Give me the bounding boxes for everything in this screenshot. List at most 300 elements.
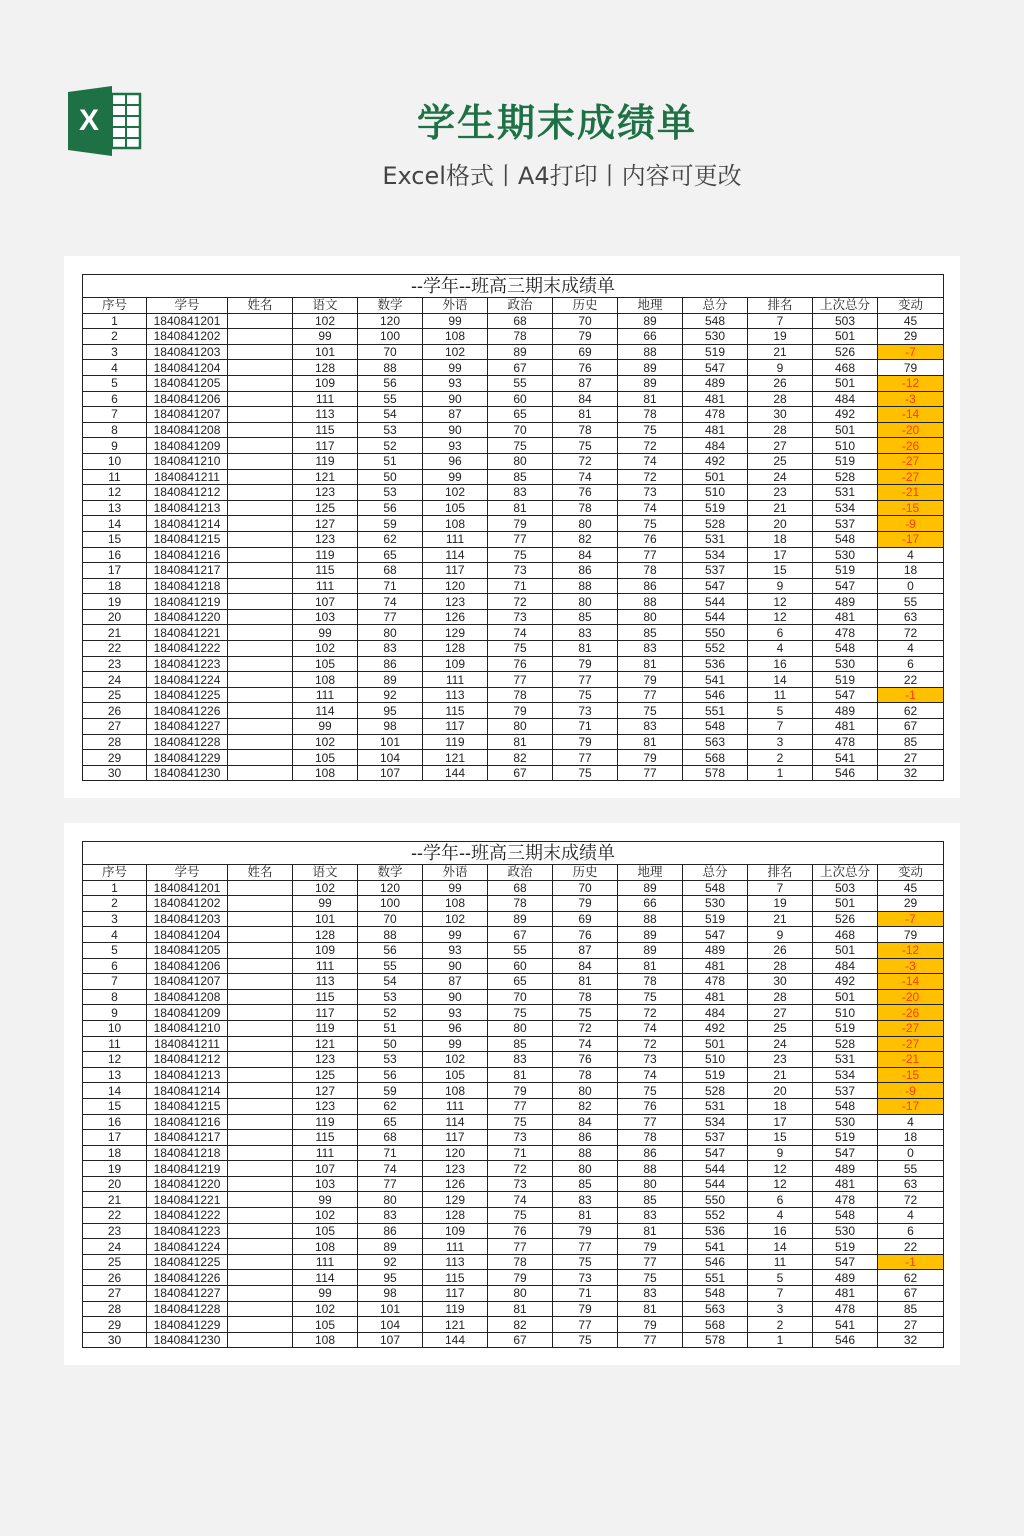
table-cell: 75: [618, 989, 683, 1005]
table-cell: 481: [813, 719, 878, 735]
table-cell: [228, 989, 293, 1005]
table-cell: 125: [293, 1067, 358, 1083]
table-row: [83, 500, 944, 516]
table-cell: 12: [748, 1176, 813, 1192]
table-cell: 1840841210: [147, 1020, 228, 1036]
table-cell: [228, 703, 293, 719]
table-cell: 59: [358, 516, 423, 532]
table-cell: 10: [83, 453, 147, 469]
table-cell: 478: [813, 1301, 878, 1317]
table-cell: 84: [553, 547, 618, 563]
table-row: [83, 1176, 944, 1192]
table-cell: 26: [83, 1270, 147, 1286]
table-cell: 86: [618, 1145, 683, 1161]
column-header: 政治: [488, 865, 553, 881]
table-cell: 530: [813, 1223, 878, 1239]
table-cell: 113: [293, 974, 358, 990]
table-cell: [228, 734, 293, 750]
table-row: [83, 1161, 944, 1177]
table-row: [83, 1286, 944, 1302]
table-cell: 552: [683, 641, 748, 657]
column-header: 数学: [358, 298, 423, 314]
table-cell: 18: [83, 1145, 147, 1161]
table-cell: 117: [423, 563, 488, 579]
table-cell: 117: [293, 438, 358, 454]
table-cell: 120: [358, 880, 423, 896]
table-cell: 530: [813, 1114, 878, 1130]
table-cell: 71: [358, 1145, 423, 1161]
table-cell: 99: [423, 313, 488, 329]
table-cell: [228, 1067, 293, 1083]
column-header: 历史: [553, 865, 618, 881]
column-header: 姓名: [228, 865, 293, 881]
table-cell: 73: [553, 703, 618, 719]
table-cell: 6: [83, 958, 147, 974]
table-cell: 77: [358, 1176, 423, 1192]
table-cell: 546: [813, 1332, 878, 1348]
table-cell: 100: [358, 329, 423, 345]
table-row: [83, 896, 944, 912]
table-cell: 12: [748, 1161, 813, 1177]
table-cell: 73: [553, 1270, 618, 1286]
table-cell: 489: [813, 1161, 878, 1177]
table-cell: 2: [83, 896, 147, 912]
table-cell: 81: [618, 958, 683, 974]
table-cell: 12: [83, 485, 147, 501]
table-cell: 29: [83, 1317, 147, 1333]
table-cell: [228, 609, 293, 625]
table-cell: 22: [83, 641, 147, 657]
table-cell: 27: [878, 1317, 944, 1333]
table-cell: 13: [83, 1067, 147, 1083]
table-row: [83, 344, 944, 360]
table-cell: 492: [683, 453, 748, 469]
table-cell: 11: [748, 687, 813, 703]
column-header: 排名: [748, 298, 813, 314]
table-cell: 1840841228: [147, 1301, 228, 1317]
table-row: [83, 1223, 944, 1239]
table-cell: 51: [358, 1020, 423, 1036]
table-cell: 489: [813, 1270, 878, 1286]
table-cell: 537: [683, 1130, 748, 1146]
table-cell: 93: [423, 942, 488, 958]
table-cell: 55: [358, 958, 423, 974]
table-cell: 510: [683, 1052, 748, 1068]
table-cell: 111: [423, 1239, 488, 1255]
table-cell: 99: [293, 625, 358, 641]
table-cell: 1840841219: [147, 1161, 228, 1177]
table-cell: 86: [553, 563, 618, 579]
table-cell: 481: [683, 958, 748, 974]
table-cell: 108: [423, 1083, 488, 1099]
table-cell: 1840841210: [147, 453, 228, 469]
table-cell: 72: [878, 1192, 944, 1208]
table-cell: 531: [683, 1098, 748, 1114]
table-cell: 1840841225: [147, 687, 228, 703]
table-cell: 1840841207: [147, 974, 228, 990]
table-cell: 550: [683, 625, 748, 641]
table-cell: 6: [878, 1223, 944, 1239]
table-cell: 76: [553, 927, 618, 943]
table-row: [83, 1254, 944, 1270]
table-cell: 50: [358, 1036, 423, 1052]
table-cell: 85: [878, 1301, 944, 1317]
table-cell: 102: [293, 734, 358, 750]
column-header: 外语: [423, 298, 488, 314]
table-cell: 83: [618, 1286, 683, 1302]
table-cell: -17: [878, 531, 944, 547]
table-cell: [228, 880, 293, 896]
table-cell: 77: [358, 609, 423, 625]
table-cell: 85: [488, 469, 553, 485]
table-cell: -20: [878, 989, 944, 1005]
table-cell: 79: [488, 703, 553, 719]
table-cell: [228, 1130, 293, 1146]
table-cell: 55: [878, 594, 944, 610]
table-cell: 109: [293, 942, 358, 958]
table-cell: [228, 1005, 293, 1021]
table-cell: -21: [878, 1052, 944, 1068]
table-cell: 115: [423, 1270, 488, 1286]
table-cell: 128: [423, 1208, 488, 1224]
table-cell: 548: [683, 313, 748, 329]
table-cell: 536: [683, 1223, 748, 1239]
table-cell: 489: [683, 375, 748, 391]
table-cell: 68: [488, 313, 553, 329]
table-row: [83, 911, 944, 927]
table-cell: 501: [683, 1036, 748, 1052]
table-cell: 75: [553, 1005, 618, 1021]
table-row: [83, 438, 944, 454]
table-cell: 80: [618, 609, 683, 625]
table-cell: 568: [683, 750, 748, 766]
table-cell: 14: [748, 672, 813, 688]
table-cell: 72: [488, 594, 553, 610]
table-cell: 1840841219: [147, 594, 228, 610]
table-cell: 528: [683, 516, 748, 532]
table-cell: 115: [293, 422, 358, 438]
table-cell: 96: [423, 453, 488, 469]
table-cell: 96: [423, 1020, 488, 1036]
table-cell: [228, 1270, 293, 1286]
table-row: [83, 453, 944, 469]
table-cell: 86: [358, 656, 423, 672]
table-cell: 548: [813, 1098, 878, 1114]
table-cell: [228, 1114, 293, 1130]
table-cell: 83: [358, 1208, 423, 1224]
table-cell: 7: [748, 880, 813, 896]
table-cell: 115: [293, 1130, 358, 1146]
table-cell: 1: [748, 765, 813, 781]
table-cell: [228, 1145, 293, 1161]
table-cell: 107: [358, 1332, 423, 1348]
table-cell: 534: [683, 1114, 748, 1130]
table-row: [83, 734, 944, 750]
table-cell: 120: [423, 578, 488, 594]
table-cell: 19: [748, 329, 813, 345]
table-cell: 99: [293, 1192, 358, 1208]
table-row: [83, 1005, 944, 1021]
table-cell: 14: [83, 516, 147, 532]
table-cell: 528: [813, 1036, 878, 1052]
page-subtitle: Excel格式丨A4打印丨内容可更改: [382, 162, 742, 190]
table-cell: 63: [878, 609, 944, 625]
table-cell: 129: [423, 625, 488, 641]
table-cell: 519: [683, 344, 748, 360]
table-cell: 89: [358, 672, 423, 688]
table-cell: 54: [358, 407, 423, 423]
table-cell: 6: [83, 391, 147, 407]
table-cell: 88: [358, 927, 423, 943]
table-cell: 27: [83, 719, 147, 735]
table-cell: 73: [618, 1052, 683, 1068]
table-cell: 78: [553, 989, 618, 1005]
table-cell: 82: [488, 750, 553, 766]
table-cell: 15: [83, 1098, 147, 1114]
table-cell: 6: [748, 1192, 813, 1208]
column-header: 上次总分: [813, 865, 878, 881]
table-cell: 76: [553, 1052, 618, 1068]
table-cell: [228, 942, 293, 958]
table-cell: 88: [618, 344, 683, 360]
table-cell: 78: [618, 563, 683, 579]
table-cell: 531: [683, 531, 748, 547]
table-cell: 103: [293, 609, 358, 625]
table-cell: 114: [293, 1270, 358, 1286]
table-cell: 552: [683, 1208, 748, 1224]
table-cell: 1840841217: [147, 563, 228, 579]
table-cell: 14: [83, 1083, 147, 1099]
table-cell: [228, 453, 293, 469]
table-cell: 81: [618, 1223, 683, 1239]
table-cell: 12: [748, 609, 813, 625]
table-cell: 83: [618, 641, 683, 657]
table-cell: 62: [358, 531, 423, 547]
table-cell: 75: [618, 422, 683, 438]
table-cell: 52: [358, 438, 423, 454]
table-row: [83, 656, 944, 672]
table-cell: 105: [293, 656, 358, 672]
table-cell: 78: [553, 1067, 618, 1083]
table-cell: 75: [488, 1114, 553, 1130]
table-cell: 99: [423, 927, 488, 943]
table-cell: 113: [423, 1254, 488, 1270]
svg-text:X: X: [78, 104, 100, 137]
table-cell: 77: [618, 1254, 683, 1270]
table-cell: 74: [618, 1067, 683, 1083]
table-cell: 73: [488, 1176, 553, 1192]
table-cell: 67: [878, 1286, 944, 1302]
table-cell: 27: [748, 438, 813, 454]
table-cell: 78: [488, 1254, 553, 1270]
table-cell: 107: [293, 594, 358, 610]
table-cell: 80: [553, 516, 618, 532]
column-header: 总分: [683, 298, 748, 314]
table-cell: 4: [748, 641, 813, 657]
table-cell: 72: [618, 1036, 683, 1052]
table-cell: 30: [83, 1332, 147, 1348]
table-cell: 28: [83, 734, 147, 750]
table-cell: [228, 1286, 293, 1302]
table-row: [83, 1052, 944, 1068]
table-cell: 79: [878, 360, 944, 376]
table-cell: 18: [83, 578, 147, 594]
table-cell: 75: [618, 703, 683, 719]
table-cell: 60: [488, 391, 553, 407]
table-cell: 501: [813, 989, 878, 1005]
table-cell: 144: [423, 765, 488, 781]
table-cell: -27: [878, 453, 944, 469]
table-cell: [228, 360, 293, 376]
table-cell: 88: [553, 578, 618, 594]
table-cell: 24: [83, 672, 147, 688]
table-cell: -26: [878, 438, 944, 454]
table-cell: 70: [358, 911, 423, 927]
table-row: [83, 1332, 944, 1348]
table-cell: 99: [423, 469, 488, 485]
table-cell: -7: [878, 344, 944, 360]
table-cell: 75: [553, 1332, 618, 1348]
header-row: [83, 298, 944, 314]
table-cell: 77: [488, 1098, 553, 1114]
table-cell: 519: [813, 672, 878, 688]
table-cell: 4: [878, 641, 944, 657]
table-cell: 115: [293, 989, 358, 1005]
table-cell: 6: [748, 625, 813, 641]
table-cell: 12: [748, 594, 813, 610]
table-row: [83, 485, 944, 501]
table-cell: 551: [683, 1270, 748, 1286]
table-cell: 86: [553, 1130, 618, 1146]
table-cell: 123: [293, 485, 358, 501]
table-cell: 537: [683, 563, 748, 579]
table-cell: 1840841226: [147, 1270, 228, 1286]
table-cell: [228, 1192, 293, 1208]
table-cell: 546: [813, 765, 878, 781]
table-cell: 519: [813, 1020, 878, 1036]
table-cell: 537: [813, 1083, 878, 1099]
table-cell: 101: [293, 344, 358, 360]
table-cell: 53: [358, 422, 423, 438]
table-cell: 87: [553, 942, 618, 958]
table-cell: 77: [488, 1239, 553, 1255]
table-cell: 3: [748, 1301, 813, 1317]
table-cell: 80: [358, 625, 423, 641]
table-cell: 67: [488, 927, 553, 943]
table-cell: 534: [813, 500, 878, 516]
table-cell: 1840841214: [147, 516, 228, 532]
table-cell: 109: [293, 375, 358, 391]
table-cell: 87: [423, 407, 488, 423]
table-cell: 563: [683, 1301, 748, 1317]
table-cell: 1840841205: [147, 375, 228, 391]
table-cell: 121: [293, 1036, 358, 1052]
table-cell: 80: [488, 719, 553, 735]
table-cell: 144: [423, 1332, 488, 1348]
table-cell: 19: [748, 896, 813, 912]
table-cell: [228, 958, 293, 974]
table-cell: 541: [813, 1317, 878, 1333]
table-cell: 100: [358, 896, 423, 912]
table-row: [83, 703, 944, 719]
table-cell: [228, 765, 293, 781]
table-cell: 76: [553, 360, 618, 376]
table-cell: 7: [83, 974, 147, 990]
table-cell: 105: [293, 1317, 358, 1333]
table-row: [83, 391, 944, 407]
table-cell: 1840841213: [147, 1067, 228, 1083]
table-cell: 114: [423, 1114, 488, 1130]
table-cell: 55: [878, 1161, 944, 1177]
table-cell: 71: [358, 578, 423, 594]
table-cell: 1840841230: [147, 1332, 228, 1348]
table-cell: 105: [423, 500, 488, 516]
table-cell: [228, 531, 293, 547]
table-cell: 109: [423, 656, 488, 672]
table-cell: 128: [293, 927, 358, 943]
table-cell: 481: [683, 989, 748, 1005]
table-cell: 102: [293, 313, 358, 329]
table-cell: 76: [618, 1098, 683, 1114]
table-row: [83, 672, 944, 688]
table-cell: 77: [618, 547, 683, 563]
table-cell: 21: [748, 500, 813, 516]
table-cell: 86: [358, 1223, 423, 1239]
column-header: 总分: [683, 865, 748, 881]
table-cell: 9: [748, 927, 813, 943]
table-cell: -27: [878, 469, 944, 485]
table-cell: 22: [83, 1208, 147, 1224]
table-cell: 71: [488, 1145, 553, 1161]
table-cell: 478: [683, 407, 748, 423]
table-cell: -3: [878, 958, 944, 974]
table-cell: 541: [813, 750, 878, 766]
table-cell: 528: [813, 469, 878, 485]
table-row: [83, 563, 944, 579]
table-cell: 24: [83, 1239, 147, 1255]
table-cell: 501: [813, 942, 878, 958]
table-cell: 81: [553, 1208, 618, 1224]
table-cell: 83: [488, 1052, 553, 1068]
table-cell: 56: [358, 500, 423, 516]
table-cell: 547: [683, 927, 748, 943]
table-cell: 530: [683, 329, 748, 345]
table-cell: 481: [683, 422, 748, 438]
table-cell: 75: [553, 1254, 618, 1270]
table-cell: 89: [488, 344, 553, 360]
table-cell: 28: [83, 1301, 147, 1317]
table-cell: 69: [553, 344, 618, 360]
table-cell: 1840841216: [147, 1114, 228, 1130]
table-cell: 104: [358, 750, 423, 766]
table-cell: [228, 1301, 293, 1317]
table-cell: 83: [553, 625, 618, 641]
table-cell: 484: [683, 1005, 748, 1021]
table-cell: 70: [488, 422, 553, 438]
table-cell: 11: [748, 1254, 813, 1270]
table-cell: 81: [618, 1301, 683, 1317]
table-cell: 26: [83, 703, 147, 719]
table-cell: 489: [683, 942, 748, 958]
table-cell: 14: [748, 1239, 813, 1255]
table-cell: 20: [748, 1083, 813, 1099]
table-cell: 80: [358, 1192, 423, 1208]
table-cell: 1840841217: [147, 1130, 228, 1146]
table-cell: 81: [488, 1301, 553, 1317]
table-cell: 7: [748, 719, 813, 735]
table-cell: 82: [488, 1317, 553, 1333]
table-cell: 78: [488, 687, 553, 703]
